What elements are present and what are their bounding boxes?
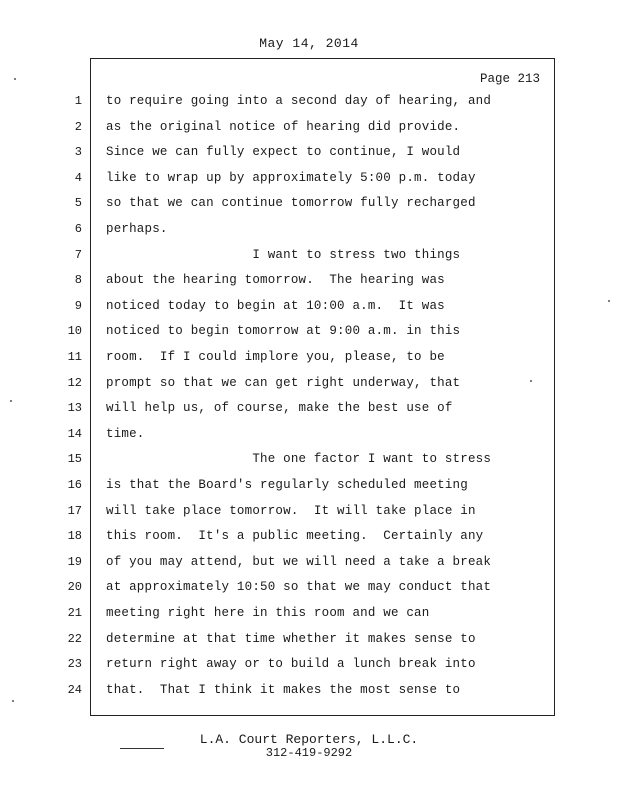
line-number: 6 <box>74 222 82 236</box>
transcript-line-text: The one factor I want to stress <box>106 452 492 467</box>
transcript-line-text: to require going into a second day of hearing, and <box>106 94 492 108</box>
line-number: 22 <box>67 631 82 646</box>
transcript-line-text: this room. It's a public meeting. Certainly any <box>106 529 484 544</box>
transcript-date: May 14, 2014 <box>259 36 359 51</box>
line-number: 14 <box>67 426 82 441</box>
transcript-line-text: at approximately 10:50 so that we may conduct that <box>106 580 492 595</box>
line-number: 24 <box>67 682 82 697</box>
page-number: Page 213 <box>480 72 541 86</box>
transcript-line-text: will help us, of course, make the best use of <box>106 401 453 416</box>
scan-speck <box>608 300 610 302</box>
line-number: 10 <box>67 324 82 339</box>
transcript-line-text: determine at that time whether it makes sense to <box>106 631 476 646</box>
court-reporter-phone: 312-419-9292 <box>265 746 353 760</box>
transcript-line-text: of you may attend, but we will need a take a break <box>106 554 492 569</box>
line-number: 8 <box>74 273 82 288</box>
line-number: 21 <box>67 606 82 620</box>
transcript-line-text: that. That I think it makes the most sense to <box>106 682 461 697</box>
transcript-line-text: return right away or to build a lunch break into <box>106 657 476 672</box>
transcript-line-text: meeting right here in this room and we can <box>106 606 430 620</box>
line-number: 17 <box>67 503 82 518</box>
line-number: 2 <box>74 119 82 134</box>
line-number: 11 <box>67 350 82 364</box>
scan-speck <box>14 78 16 80</box>
line-number: 12 <box>67 375 82 390</box>
scan-speck <box>12 700 14 702</box>
transcript-line-text: like to wrap up by approximately 5:00 p.m. today <box>106 170 476 185</box>
transcript-line-text: so that we can continue tomorrow fully recharged <box>106 196 476 211</box>
transcript-line-text: Since we can fully expect to continue, I would <box>106 145 461 160</box>
line-number: 3 <box>74 145 82 160</box>
line-number: 4 <box>74 170 82 185</box>
line-number: 9 <box>74 298 82 313</box>
line-number: 23 <box>67 657 82 672</box>
line-number: 15 <box>67 452 82 467</box>
scan-speck <box>530 380 532 382</box>
transcript-line-text: as the original notice of hearing did provide. <box>106 119 461 134</box>
transcript-line-text: room. If I could implore you, please, to be <box>106 350 445 364</box>
transcript-line-text: is that the Board's regularly scheduled meeting <box>106 478 468 492</box>
transcript-line-text: noticed to begin tomorrow at 9:00 a.m. in this <box>106 324 461 339</box>
transcript-line-text: I want to stress two things <box>106 247 461 262</box>
court-reporter-firm: L.A. Court Reporters, L.L.C. <box>199 732 419 747</box>
transcript-line-text: about the hearing tomorrow. The hearing was <box>106 273 445 288</box>
line-number: 13 <box>67 401 82 416</box>
line-number: 5 <box>74 196 82 211</box>
line-number: 19 <box>67 554 82 569</box>
transcript-line-text: noticed today to begin at 10:00 a.m. It was <box>106 298 445 313</box>
line-number: 7 <box>74 247 82 262</box>
transcript-line-text: perhaps. <box>106 222 168 236</box>
line-number: 18 <box>67 529 82 544</box>
footer-dash-decoration <box>120 748 164 749</box>
scan-speck <box>10 400 12 402</box>
transcript-line-text: time. <box>106 426 145 441</box>
line-number: 20 <box>67 580 82 595</box>
transcript-line-text: will take place tomorrow. It will take place in <box>106 503 476 518</box>
line-number: 16 <box>67 478 82 492</box>
transcript-line-text: prompt so that we can get right underway, that <box>106 375 461 390</box>
line-number: 1 <box>74 94 82 108</box>
